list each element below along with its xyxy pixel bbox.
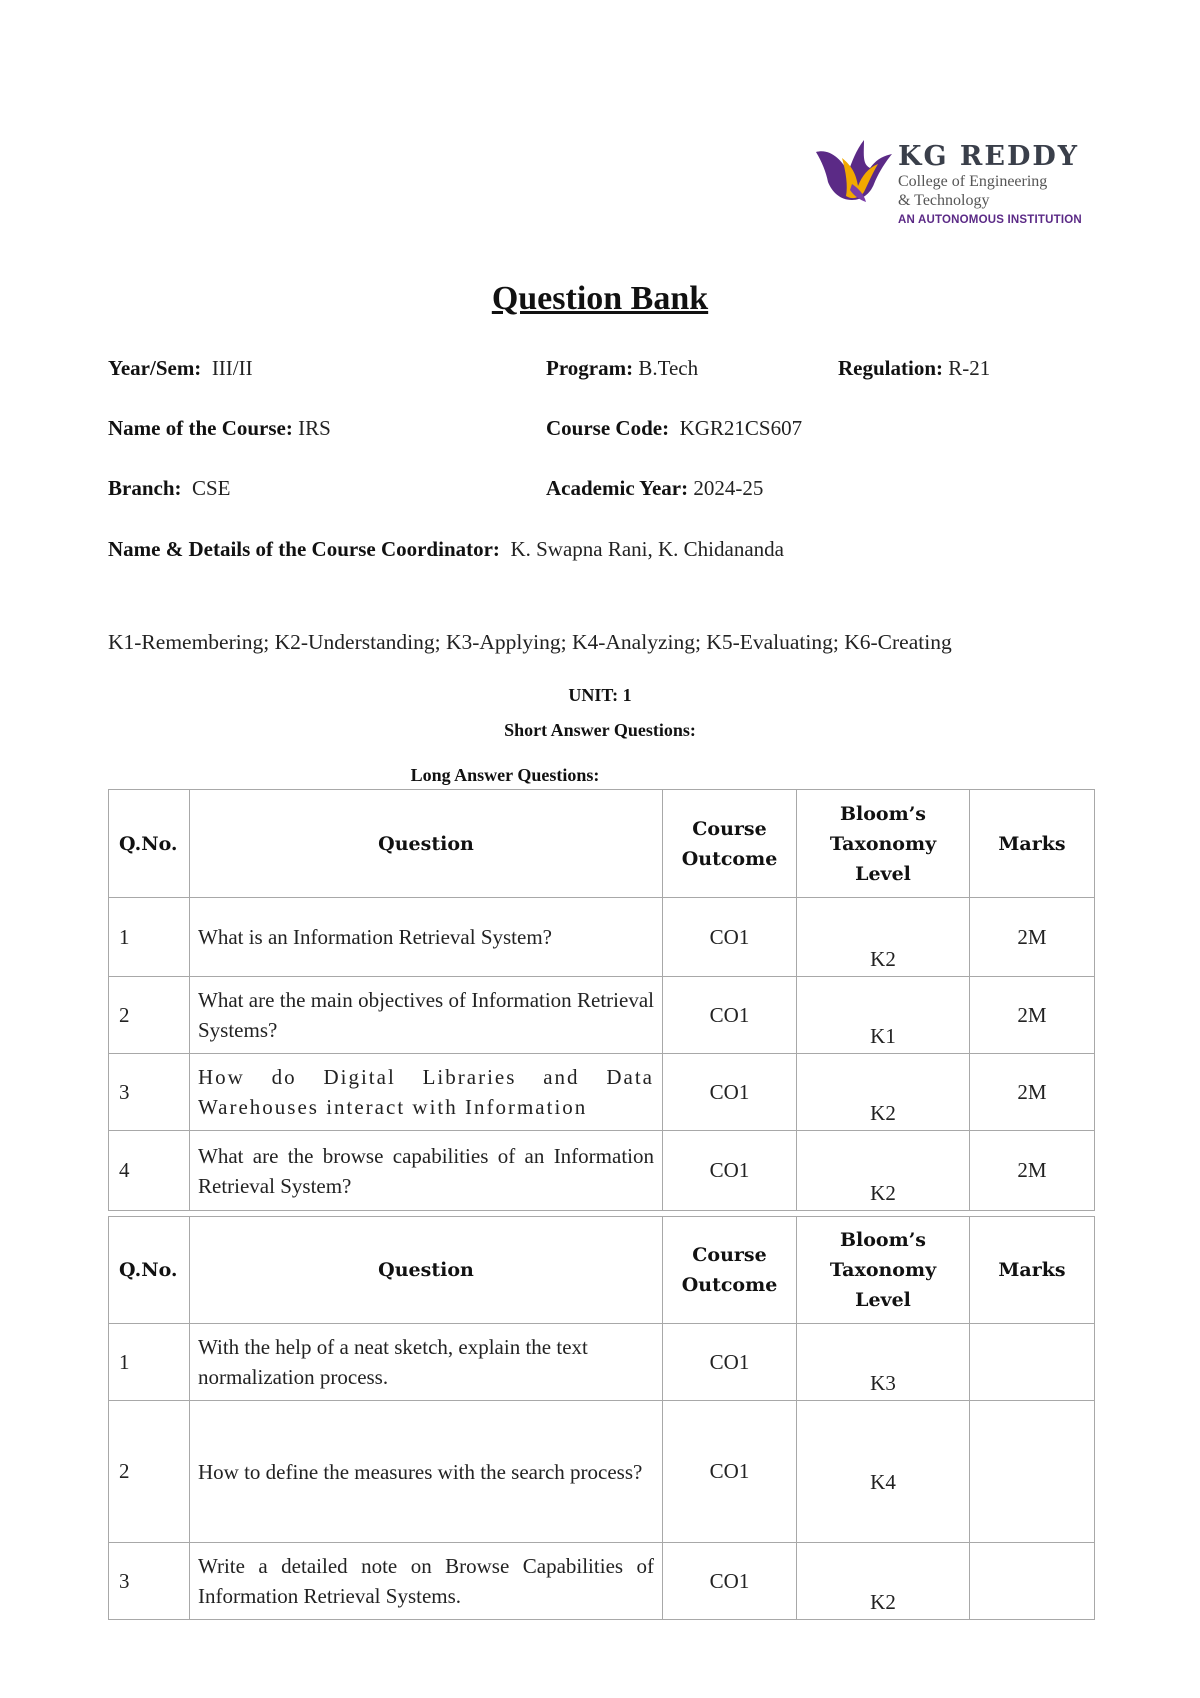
unit-heading: UNIT: 1 [568,685,632,705]
marks-header: Marks [970,1217,1095,1324]
bloom-level: K4 [797,1401,970,1543]
marks: 2M [970,898,1095,977]
course-code-field [546,416,802,441]
table-header-row [109,1217,1095,1324]
regulation-label: Regulation: [838,356,943,380]
table-row [109,1131,1095,1211]
question-number: 3 [109,1054,190,1131]
question-text: What are the main objectives of Information Retrieval Systems? [190,977,663,1054]
academic-year-field [546,476,763,501]
short-answer-table [108,789,1095,1211]
question-number: 4 [109,1131,190,1211]
course-name-field [108,416,331,441]
year-sem-label: Year/Sem: [108,356,202,380]
page-title: Question Bank [491,280,709,317]
bloom-level: K3 [797,1324,970,1401]
logo-subtitle-1: College of Engineering [898,173,1048,190]
branch-value: CSE [192,476,231,500]
marks [970,1324,1095,1401]
question-text: What are the browse capabilities of an Information Retrieval System? [190,1131,663,1211]
marks [970,1401,1095,1543]
course-code-label: Course Code: [546,416,670,440]
table-row [109,898,1095,977]
course-outcome: CO1 [663,898,797,977]
marks: 2M [970,1131,1095,1211]
college-logo [812,134,1092,240]
question-number: 1 [109,1324,190,1401]
question-number: 1 [109,898,190,977]
academic-year-value: 2024-25 [693,476,764,500]
table-row [109,1543,1095,1620]
logo-name: KG REDDY [898,141,1080,172]
question-text: How to define the measures with the search process? [190,1401,663,1543]
bloom-level: K2 [797,1131,970,1211]
question-text: With the help of a neat sketch, explain the text normalization process. [190,1324,663,1401]
question-text: Write a detailed note on Browse Capabilities of Information Retrieval Systems. [190,1543,663,1620]
academic-year-label: Academic Year: [546,476,689,500]
question-header: Question [190,790,663,898]
bloom-level-header: Bloom’s Taxonomy Level [797,1217,970,1324]
marks-header: Marks [970,790,1095,898]
year-sem-field [108,356,253,381]
course-outcome: CO1 [663,1054,797,1131]
bloom-levels-legend: K1-Remembering; K2-Understanding; K3-Applying; K4-Analyzing; K5-Evaluating; K6-Creating [108,630,952,654]
course-outcome: CO1 [663,1131,797,1211]
course-outcome: CO1 [663,977,797,1054]
bloom-level-header: Bloom’s Taxonomy Level [797,790,970,898]
long-answer-heading: Long Answer Questions: [410,765,600,785]
regulation-field [838,356,990,381]
eagle-logo-icon [812,138,896,208]
bloom-level: K2 [797,1543,970,1620]
bloom-level: K2 [797,1054,970,1131]
table-header-row [109,790,1095,898]
branch-field [108,476,231,501]
course-name-label: Name of the Course: [108,416,293,440]
course-outcome-header: Course Outcome [663,1217,797,1324]
year-sem-value: III/II [211,356,253,380]
bloom-level: K1 [797,977,970,1054]
regulation-value: R-21 [948,356,991,380]
question-number: 2 [109,977,190,1054]
marks [970,1543,1095,1620]
course-outcome: CO1 [663,1324,797,1401]
coordinator-value: K. Swapna Rani, K. Chidananda [510,537,784,561]
course-outcome: CO1 [663,1543,797,1620]
long-answer-table [108,1216,1095,1620]
table-row [109,1054,1095,1131]
logo-tagline: AN AUTONOMOUS INSTITUTION [898,214,1082,226]
course-outcome: CO1 [663,1401,797,1543]
table-row [109,1401,1095,1543]
table-row [109,1324,1095,1401]
program-field [546,356,698,381]
course-code-value: KGR21CS607 [679,416,803,440]
question-text: What is an Information Retrieval System? [190,898,663,977]
short-answer-heading: Short Answer Questions: [504,720,696,740]
coordinator-label: Name & Details of the Course Coordinator: [108,537,500,561]
bloom-level: K2 [797,898,970,977]
course-outcome-header: Course Outcome [663,790,797,898]
question-text: How do Digital Libraries and Data Warehouses interact with Information [190,1054,663,1131]
question-header: Question [190,1217,663,1324]
question-number: 2 [109,1401,190,1543]
logo-subtitle-2: & Technology [898,192,990,209]
table-row [109,977,1095,1054]
program-value: B.Tech [638,356,699,380]
coordinator-field [108,537,784,562]
program-label: Program: [546,356,634,380]
marks: 2M [970,1054,1095,1131]
question-number: 3 [109,1543,190,1620]
branch-label: Branch: [108,476,182,500]
qno-header: Q.No. [109,790,190,898]
qno-header: Q.No. [109,1217,190,1324]
marks: 2M [970,977,1095,1054]
course-name-value: IRS [298,416,331,440]
